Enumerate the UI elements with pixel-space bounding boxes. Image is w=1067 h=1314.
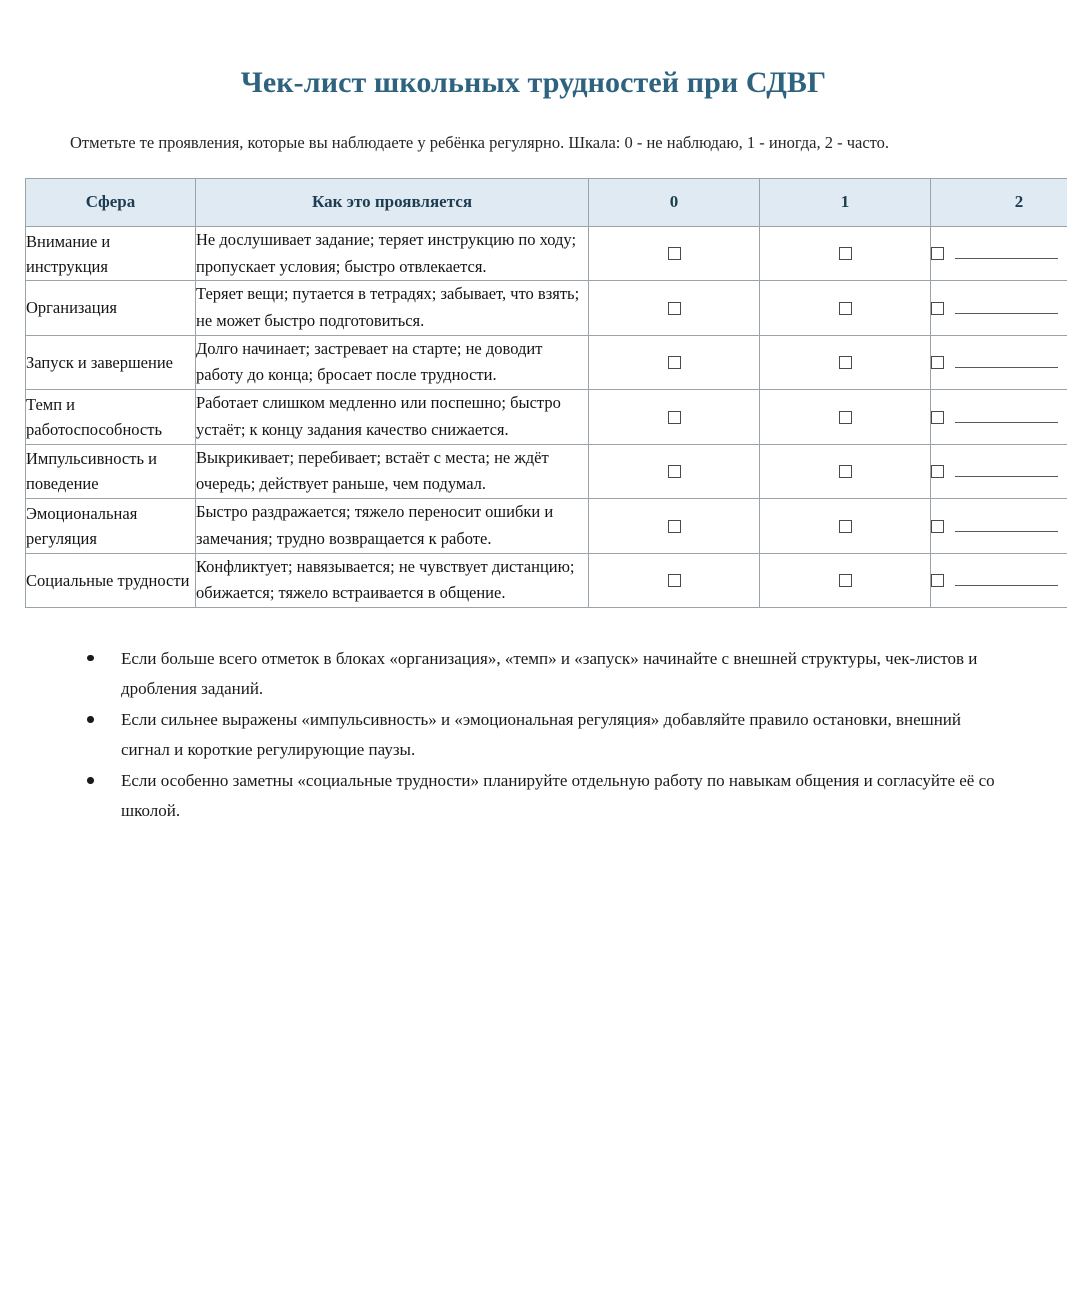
cell-sphere: Запуск и завершение [26,335,196,389]
checkbox-empty-icon[interactable] [931,574,944,587]
score-write-in-line[interactable] [955,585,1058,586]
checkbox-empty-icon[interactable] [931,356,944,369]
cell-score-1[interactable] [760,335,931,389]
table-row [26,335,1067,389]
cell-score-1[interactable] [760,553,931,607]
cell-how-it-manifests: Выкрикивает; перебивает; встаёт с места; не ждёт очередь; действует раньше, чем подумал. [196,444,589,498]
list-item-text: Если больше всего отметок в блоках «организация», «темп» и «запуск» начинайте с внешней структуры, чек-листов и дробления заданий. [121,648,978,698]
checkbox-empty-icon[interactable] [931,302,944,315]
table-header-row [26,178,1067,226]
table-row [26,499,1067,553]
cell-how-it-manifests: Долго начинает; застревает на старте; не доводит работу до конца; бросает после трудности. [196,335,589,389]
cell-score-0[interactable] [589,281,760,335]
cell-sphere: Внимание и инструкция [26,226,196,280]
cell-sphere: Социальные трудности [26,553,196,607]
cell-score-0[interactable] [589,499,760,553]
score-write-in-line[interactable] [955,313,1058,314]
checkbox-empty-icon[interactable] [839,411,852,424]
checkbox-empty-icon[interactable] [668,520,681,533]
cell-how-it-manifests: Быстро раздражается; тяжело переносит ошибки и замечания; трудно возвращается к работе. [196,499,589,553]
checkbox-empty-icon[interactable] [839,247,852,260]
checkbox-empty-icon[interactable] [839,302,852,315]
checkbox-empty-icon[interactable] [668,247,681,260]
cell-how-it-manifests: Работает слишком медленно или поспешно; быстро устаёт; к концу задания качество снижается. [196,390,589,444]
intro-instructions: Отметьте те проявления, которые вы наблюдаете у ребёнка регулярно. Шкала: 0 - не наблюдаю, 1 - иногда, 2 - часто. [70,132,890,152]
checkbox-empty-icon[interactable] [668,302,681,315]
column-header-sphere: Сфера [26,178,196,226]
cell-score-1[interactable] [760,390,931,444]
score-write-in-line[interactable] [955,531,1058,532]
cell-score-2[interactable] [931,553,1067,607]
checkbox-empty-icon[interactable] [839,465,852,478]
column-header-score-0: 0 [589,178,760,226]
cell-score-0[interactable] [589,390,760,444]
score-write-in-line[interactable] [955,476,1058,477]
column-header-score-1: 1 [760,178,931,226]
page-title: Чек-лист школьных трудностей при СДВГ [240,66,827,99]
table-row [26,226,1067,280]
list-item [87,766,1042,827]
checkbox-empty-icon[interactable] [668,465,681,478]
cell-how-it-manifests: Конфликтует; навязывается; не чувствует дистанцию; обижается; тяжело встраивается в общение. [196,553,589,607]
score-write-in-line[interactable] [955,422,1058,423]
checkbox-empty-icon[interactable] [668,356,681,369]
checkbox-empty-icon[interactable] [839,356,852,369]
cell-score-0[interactable] [589,553,760,607]
table-body [26,226,1067,607]
cell-score-0[interactable] [589,226,760,280]
score-write-in-line[interactable] [955,258,1058,259]
checkbox-empty-icon[interactable] [668,411,681,424]
bullet-dot-icon [87,777,94,784]
list-item-text: Если сильнее выражены «импульсивность» и «эмоциональная регуляция» добавляйте правило остановки, внешний сигнал и короткие регулирующие паузы. [121,710,962,759]
table-header [26,178,1067,226]
cell-score-0[interactable] [589,335,760,389]
checkbox-empty-icon[interactable] [931,520,944,533]
cell-score-2[interactable] [931,499,1067,553]
cell-score-2[interactable] [931,226,1067,280]
cell-sphere: Импульсивность и поведение [26,444,196,498]
cell-score-2[interactable] [931,335,1067,389]
cell-score-1[interactable] [760,281,931,335]
checkbox-empty-icon[interactable] [839,520,852,533]
cell-score-1[interactable] [760,226,931,280]
table-row [26,444,1067,498]
bullet-dot-icon [87,716,94,723]
table-row [26,390,1067,444]
column-header-how: Как это проявляется [196,178,589,226]
cell-score-0[interactable] [589,444,760,498]
checkbox-empty-icon[interactable] [931,465,944,478]
cell-score-1[interactable] [760,499,931,553]
cell-sphere: Темп и работоспособность [26,390,196,444]
list-item [87,644,1042,705]
list-item-text: Если особенно заметны «социальные трудности» планируйте отдельную работу по навыкам общения и согласуйте её со школой. [121,771,995,820]
checkbox-empty-icon[interactable] [931,247,944,260]
checkbox-empty-icon[interactable] [839,574,852,587]
checkbox-empty-icon[interactable] [668,574,681,587]
table-row [26,281,1067,335]
score-write-in-line[interactable] [955,367,1058,368]
cell-score-1[interactable] [760,444,931,498]
list-item [87,705,1042,766]
checklist-table [25,178,1067,608]
cell-score-2[interactable] [931,281,1067,335]
cell-score-2[interactable] [931,444,1067,498]
recommendations-list [25,608,1042,827]
cell-score-2[interactable] [931,390,1067,444]
column-header-score-2: 2 [931,178,1067,226]
cell-how-it-manifests: Не дослушивает задание; теряет инструкцию по ходу; пропускает условия; быстро отвлекается. [196,226,589,280]
table-row [26,553,1067,607]
checkbox-empty-icon[interactable] [931,411,944,424]
checklist-table-container [25,157,1042,608]
cell-sphere: Организация [26,281,196,335]
cell-how-it-manifests: Теряет вещи; путается в тетрадях; забывает, что взять; не может быстро подготовиться. [196,281,589,335]
bullet-dot-icon [87,655,94,662]
cell-sphere: Эмоциональная регуляция [26,499,196,553]
